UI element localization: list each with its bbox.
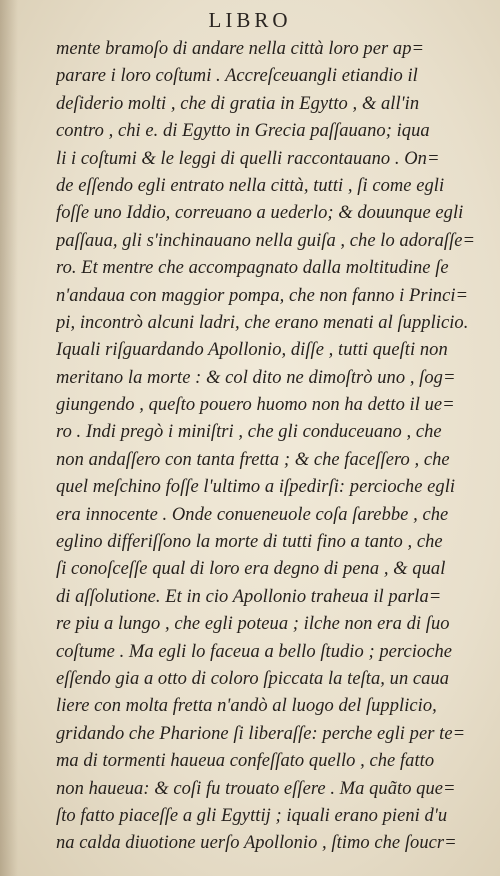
text-line: parare i loro coſtumi . Accreſceuangli etiandio il bbox=[56, 66, 418, 87]
text-line: non haueua: & coſi fu trouato eſſere . Ma quãto que= bbox=[56, 778, 456, 799]
text-line: foſſe uno Iddio, correuano a uederlo; & douunque egli bbox=[56, 203, 464, 224]
text-line: ro . Indi pregò i miniſtri , che gli conduceuano , che bbox=[56, 422, 442, 443]
text-line: era innocente . Onde conueneuole coſa ſarebbe , che bbox=[56, 504, 449, 525]
text-line: coſtume . Ma egli lo faceua a bello ſtudio ; percioche bbox=[56, 641, 453, 662]
text-line: liere con molta fretta n'andò al luogo del ſupplicio, bbox=[56, 696, 437, 717]
text-line: eſſendo gia a otto di coloro ſpiccata la teſta, un caua bbox=[56, 668, 450, 689]
text-line: quel meſchino foſſe l'ultimo a iſpedirſi: percioche egli bbox=[56, 477, 456, 498]
running-head: LIBRO bbox=[208, 8, 292, 32]
text-line: deſiderio molti , che di gratia in Egytto , & all'in bbox=[56, 93, 420, 114]
gutter-shadow bbox=[0, 0, 18, 876]
text-line: na calda diuotione uerſo Apollonio , ſtimo che ſoucr= bbox=[56, 833, 457, 854]
body-text bbox=[56, 36, 496, 858]
text-line: giungendo , queſto pouero huomo non ha detto il ue= bbox=[56, 395, 455, 416]
text-line: meritano la morte : & col dito ne dimoſtrò uno , ſog= bbox=[56, 367, 456, 388]
text-line: pi, incontrò alcuni ladri, che erano menati al ſupplicio. bbox=[56, 312, 469, 333]
text-line: contro , chi e. di Egytto in Grecia paſſauano; iqua bbox=[56, 121, 430, 142]
text-line: di aſſolutione. Et in cio Apollonio traheua il parla= bbox=[56, 586, 442, 607]
text-line: de eſſendo egli entrato nella città, tutti , ſi come egli bbox=[56, 175, 445, 196]
text-line: non andaſſero con tanta fretta ; & che faceſſero , che bbox=[56, 449, 450, 470]
text-line: eglino differiſſono la morte di tutti fino a tanto , che bbox=[56, 532, 443, 553]
text-line: ſi conoſceſſe qual di loro era degno di pena , & qual bbox=[56, 559, 446, 580]
text-line: mente bramoſo di andare nella città loro per ap= bbox=[56, 39, 425, 59]
text-line: paſſaua, gli s'inchinauano nella guiſa , che lo adoraſſe= bbox=[56, 230, 476, 251]
text-line: gridando che Pharione ſi liberaſſe: perche egli per te= bbox=[56, 723, 466, 744]
text-line: n'andaua con maggior pompa, che non fanno i Princi= bbox=[56, 285, 469, 306]
text-line: Iquali riſguardando Apollonio, diſſe , tutti queſti non bbox=[56, 340, 448, 361]
text-line: re piu a lungo , che egli poteua ; ilche non era di ſuo bbox=[56, 614, 450, 635]
text-line: ſto fatto piaceſſe a gli Egyttij ; iquali erano pieni d'u bbox=[56, 805, 448, 826]
text-line: ma di tormenti haueua confeſſato quello , che fatto bbox=[56, 751, 435, 772]
text-line: li i coſtumi & le leggi di quelli raccontauano . On= bbox=[56, 148, 440, 169]
text-line: ro. Et mentre che accompagnato dalla moltitudine ſe bbox=[56, 258, 449, 279]
